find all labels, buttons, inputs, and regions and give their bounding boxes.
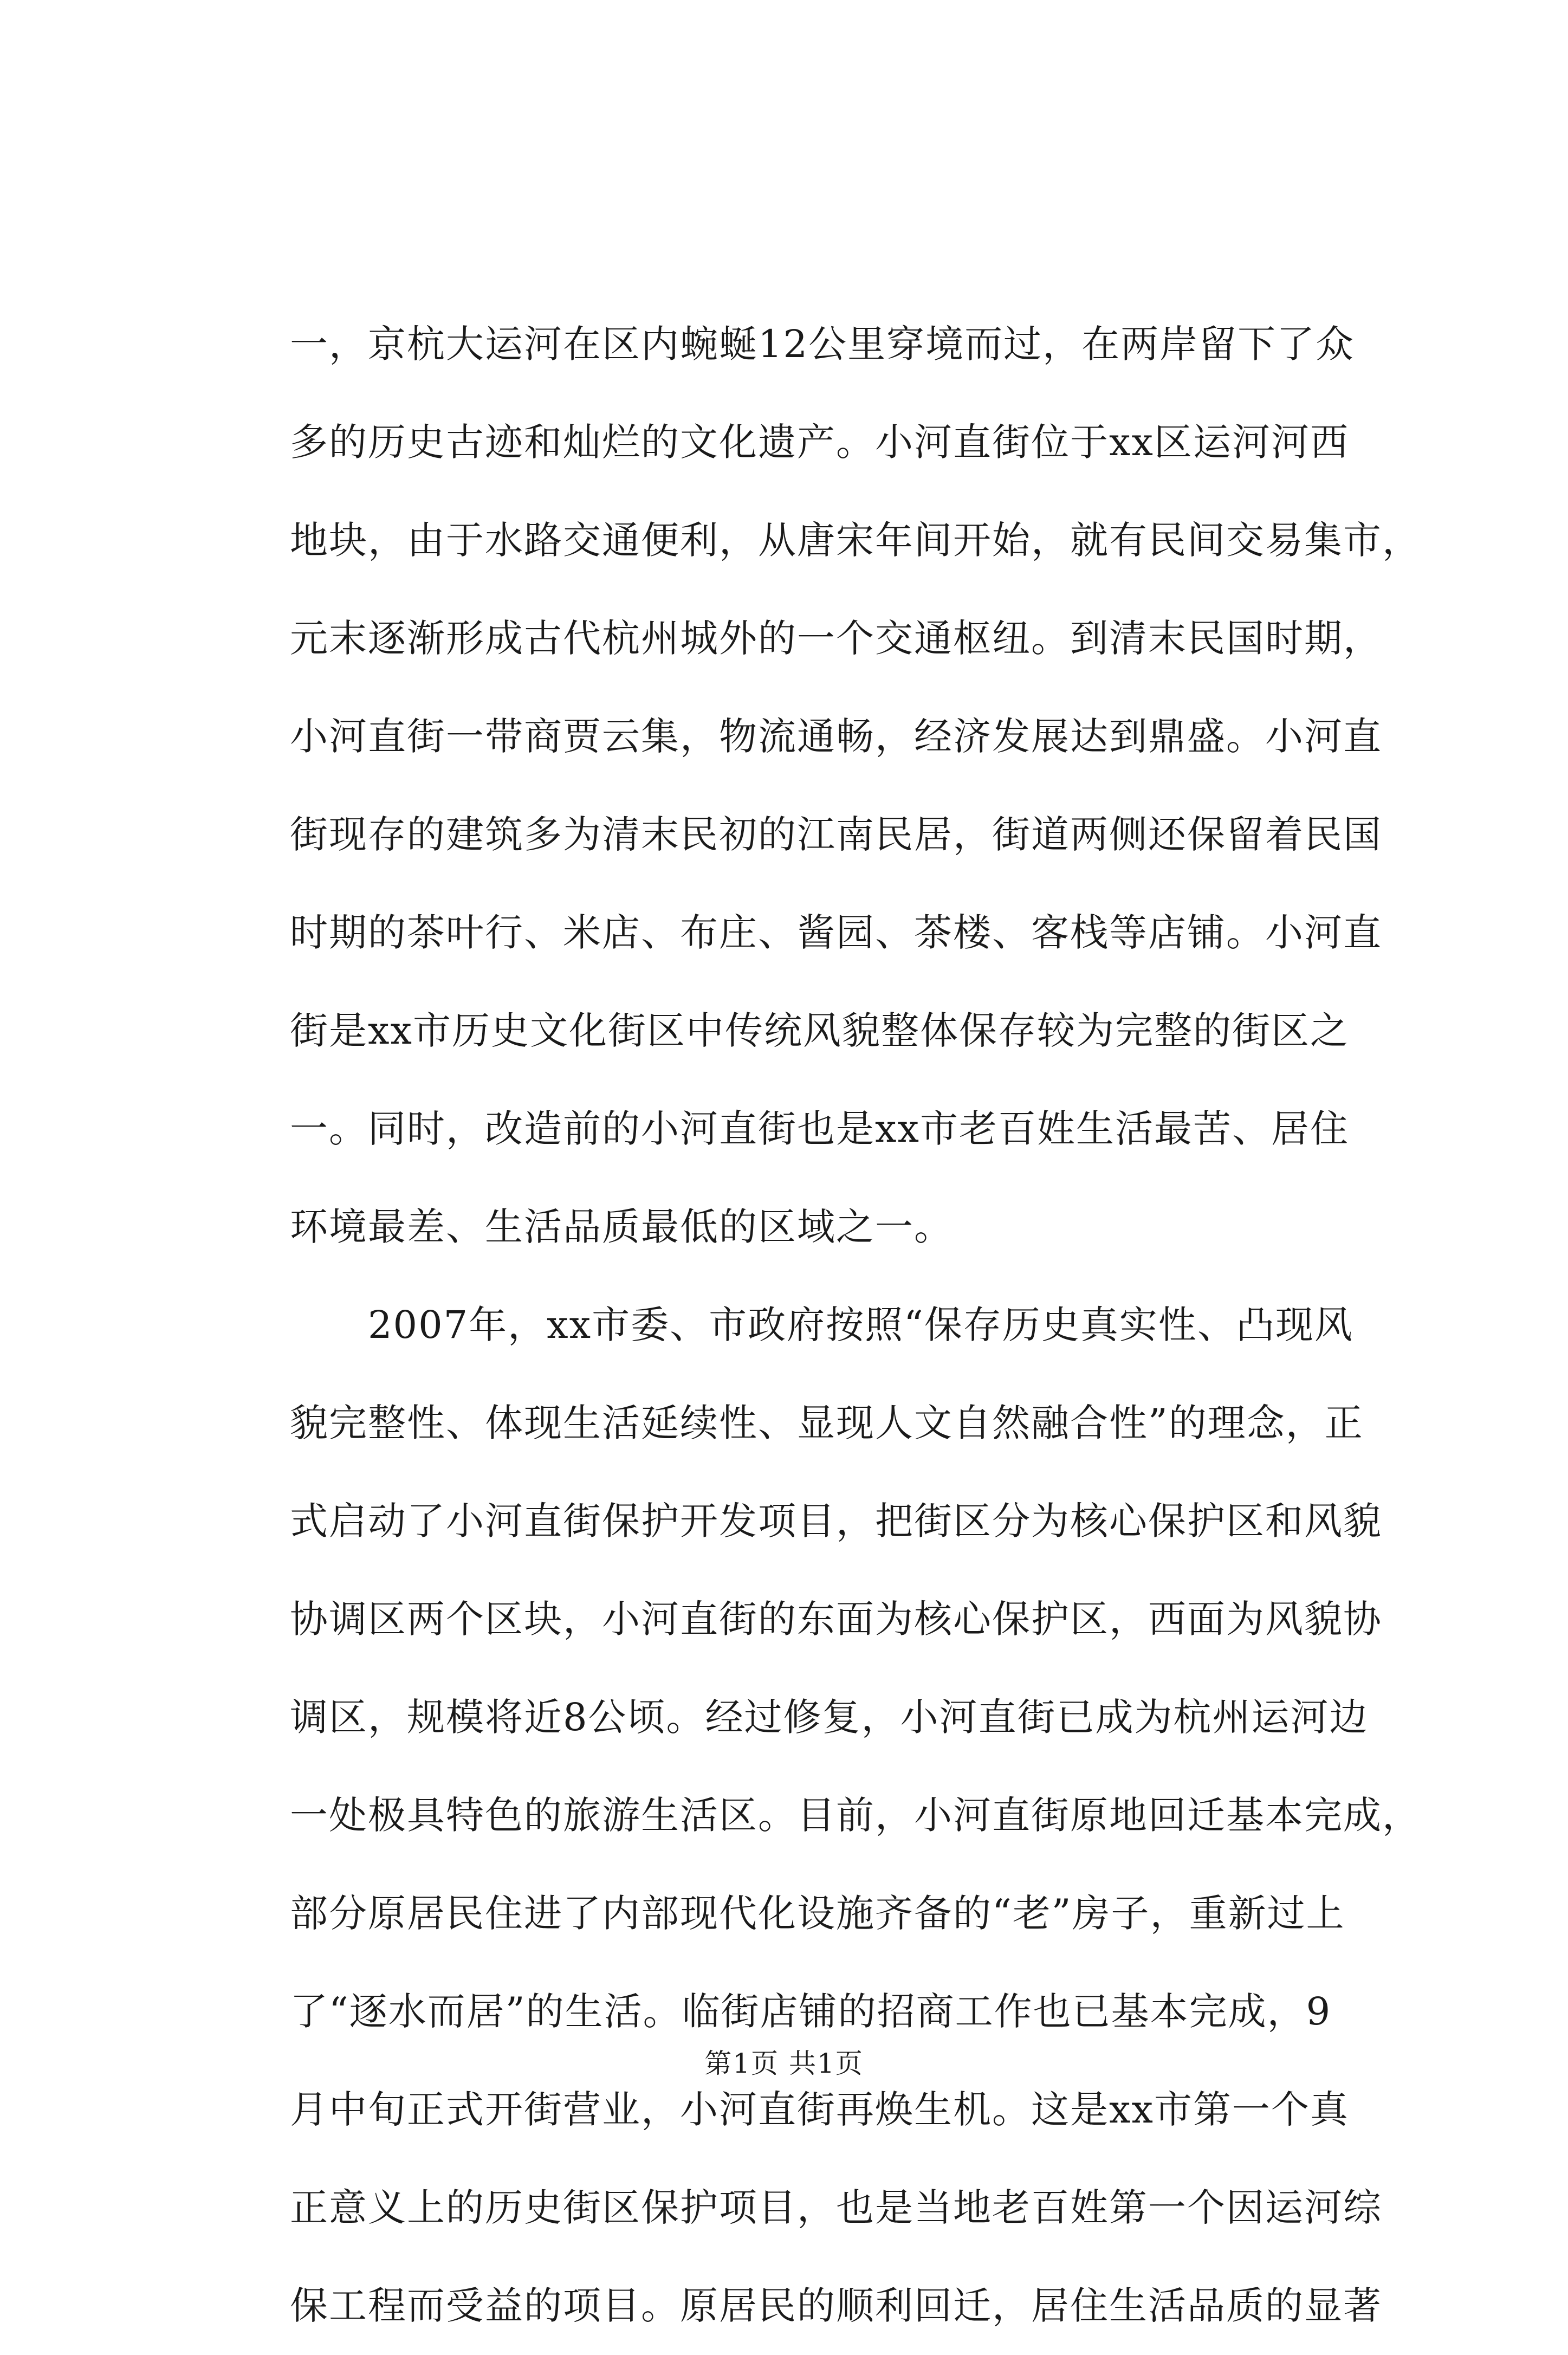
text-line: 式启动了小河直街保护开发项目，把街区分为核心保护区和风貌 (290, 1499, 1382, 1543)
page-number-footer: 第1页 共1页 (704, 2048, 864, 2079)
text-line: 环境最差、生活品质最低的区域之一。 (290, 1205, 953, 1249)
text-line: 保工程而受益的项目。原居民的顺利回迁，居住生活品质的显著 (290, 2283, 1382, 2328)
text-line: 元末逐渐形成古代杭州城外的一个交通枢纽。到清末民国时期， (290, 616, 1382, 661)
text-line: 2007年，xx市委、市政府按照“保存历史真实性、凸现风 (290, 1303, 1353, 1347)
text-line: 街现存的建筑多为清末民初的江南民居，街道两侧还保留着民国 (290, 812, 1382, 857)
text-line: 部分原居民住进了内部现代化设施齐备的“老”房子，重新过上 (290, 1891, 1345, 1936)
text-line: 小河直街一带商贾云集，物流通畅，经济发展达到鼎盛。小河直 (290, 714, 1382, 759)
text-line: 月中旬正式开街营业，小河直街再焕生机。这是xx市第一个真 (290, 2087, 1349, 2132)
text-line: 一。同时，改造前的小河直街也是xx市老百姓生活最苦、居住 (290, 1107, 1349, 1151)
text-line: 一处极具特色的旅游生活区。目前，小河直街原地回迁基本完成， (290, 1793, 1421, 1838)
text-line: 街是xx市历史文化街区中传统风貌整体保存较为完整的街区之 (290, 1008, 1349, 1053)
text-line: 正意义上的历史街区保护项目，也是当地老百姓第一个因运河综 (290, 2185, 1382, 2230)
text-line: 一，京杭大运河在区内蜿蜒12公里穿境而过，在两岸留下了众 (290, 322, 1355, 366)
document-body (290, 295, 1421, 2355)
text-line: 时期的茶叶行、米店、布庄、酱园、茶楼、客栈等店铺。小河直 (290, 910, 1382, 955)
text-line: 协调区两个区块，小河直街的东面为核心保护区，西面为风貌协 (290, 1597, 1382, 1641)
text-line: 貌完整性、体现生活延续性、显现人文自然融合性”的理念，正 (290, 1401, 1364, 1445)
text-line: 调区，规模将近8公顷。经过修复，小河直街已成为杭州运河边 (290, 1695, 1369, 1739)
text-line: 地块，由于水路交通便利，从唐宋年间开始，就有民间交易集市， (290, 518, 1421, 562)
text-line: 了“逐水而居”的生活。临街店铺的招商工作也已基本完成，9 (290, 1989, 1332, 2034)
text-line: 多的历史古迹和灿烂的文化遗产。小河直街位于xx区运河河西 (290, 420, 1349, 464)
